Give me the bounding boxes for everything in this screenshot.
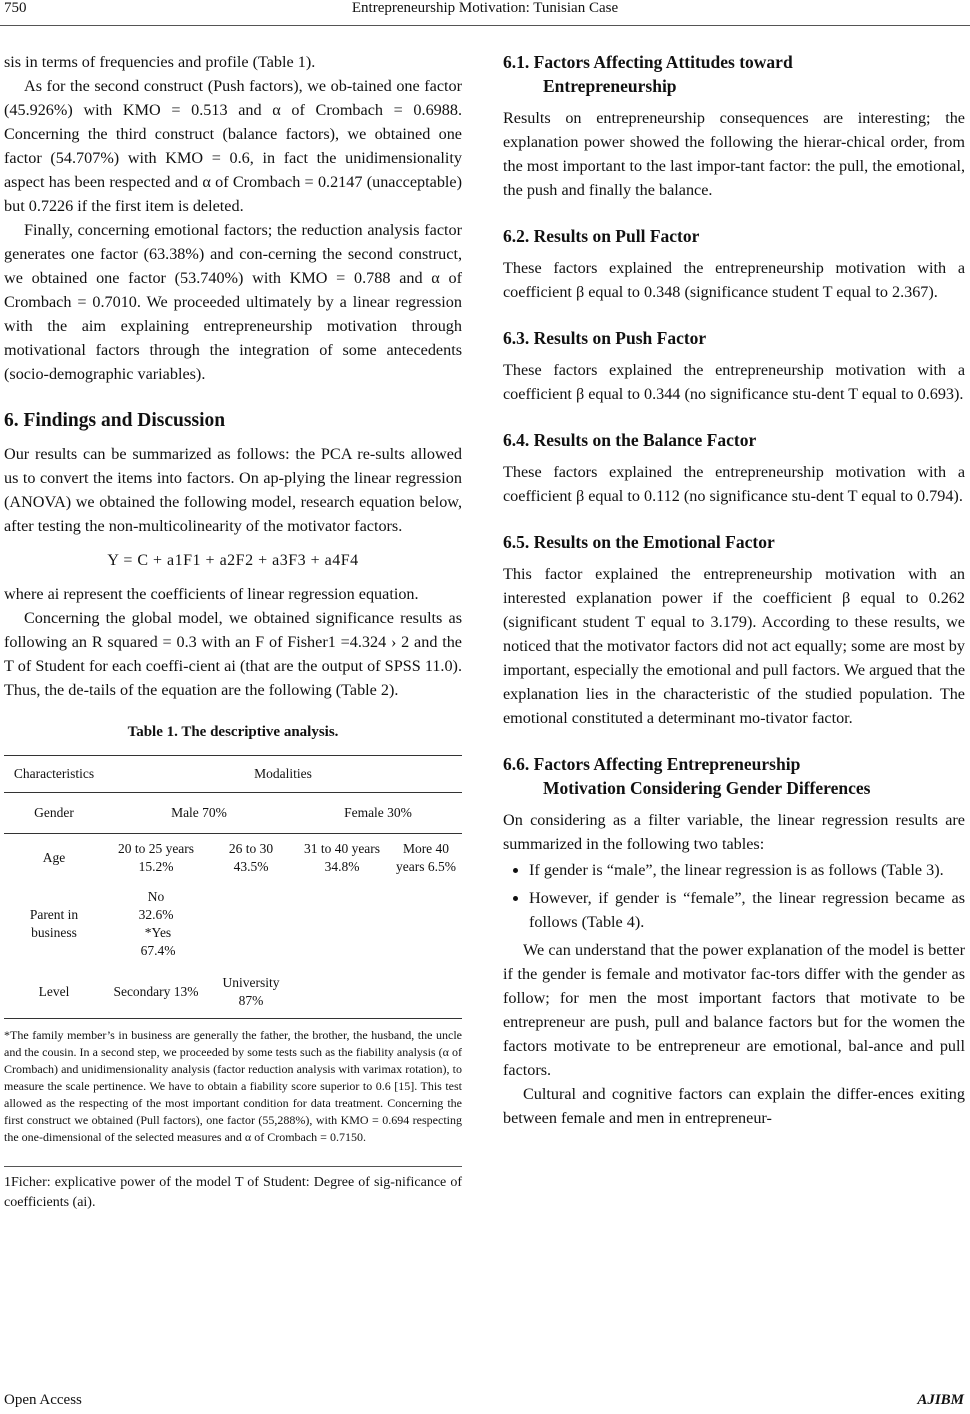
paragraph: Cultural and cognitive factors can explain the differ-ences exiting between female and men in entrepreneur- [503,1085,965,1127]
table-cell: Age [42,850,66,865]
table-row [4,966,462,1019]
regression-equation: Y = C + a1F1 + a2F2 + a3F3 + a4F4 [107,552,359,569]
bullet-list [503,858,965,934]
table-cell [390,966,462,1019]
table-cell: Female 30% [294,793,462,834]
table-caption: Table 1. The descriptive analysis. [127,724,339,740]
footnote: 1Ficher: explicative power of the model T of Student: Degree of sig-nificance of coefficients (ai). [4,1175,462,1210]
table-cell [390,882,462,966]
paragraph: We can understand that the power explanation of the model is better if the gender is female and motivator fac-tors differ with the gender as follow; for men the most important factors that motivate to be entrepreneur are push, pull and balance factors but for the women the factors motivate to be entrepreneur are emotional, bal-ance and pull factors. [503,941,965,1079]
section-heading: 6. Findings and Discussion [4,410,226,431]
section-heading: 6.4. Results on the Balance Factor [503,430,757,450]
table-cell: 26 to 30 43.5% [228,841,274,874]
paragraph: On considering as a filter variable, the linear regression results are summarized in the following two tables: [503,811,965,853]
table-cell: 31 to 40 years 34.8% [303,841,381,874]
page-number: 750 [4,0,27,16]
paragraph: Results on entrepreneurship consequences are interesting; the explanation power showed the following the hierar-chical order, from the most important to the last impor-tant factor: the pull, the emotional, the push and finally the balance. [503,109,965,199]
heading-line: Entrepreneurship [543,76,677,96]
paragraph: This factor explained the entrepreneurship motivation with an interested explanation power if the coefficient β equal to 0.262 (significant student T equal to 3.179). According to these results, we noticed that the motivator factors did not act equally; some are most by important, especially the emotional and pull factors. We argued that the explanation lies in the characteristic of the studied population. The emotional constituted a determinant mo-tivator factor. [503,565,965,727]
table-cell: Level [4,966,104,1019]
table-cell: Gender [4,793,104,834]
paragraph: Finally, concerning emotional factors; the reduction analysis factor generates one factor (63.38%) and con-cerning the second construct, we obtained one factor (53.740%) with KMO = 0.788 and α of Crombach = 0.7010. We proceeded ultimately by a linear regression with the aim explaining entrepreneurship motivation through motivational factors through the integration of some antecedents (socio-demographic variables). [4,221,462,383]
journal-name: AJIBM [917,1392,964,1408]
section-heading [503,752,965,800]
table-cell [294,882,390,966]
no-value: No 32.6% [138,889,174,922]
right-column [503,50,965,1130]
section-heading: 6.3. Results on Push Factor [503,328,707,348]
heading-line: 6.1. Factors Affecting Attitudes toward [503,52,793,72]
descriptive-table [4,755,462,1019]
table-cell: Male 70% [104,793,294,834]
left-column [4,50,462,1213]
table-cell [208,882,294,966]
footnote-rule [4,1166,462,1167]
section-heading [503,50,965,98]
table-cell: Secondary 13% [104,966,208,1019]
table-cell: University 87% [208,966,294,1019]
running-title: Entrepreneurship Motivation: Tunisian Case [351,0,619,16]
table-cell [294,966,390,1019]
section-heading: 6.5. Results on the Emotional Factor [503,532,775,552]
paragraph: As for the second construct (Push factors), we ob-tained one factor (45.926%) with KMO = 0.513 and α of Crombach = 0.6988. Concerning the third construct (balance factors), we obtained one factor (54.707%) with KMO = 0.6, in fact the unidimensionality aspect has been respected and α of Crombach = 0.2147 (unacceptable) but 0.7226 if the first item is deleted. [4,77,462,215]
table-cell: More 40 years 6.5% [396,841,456,874]
paragraph: sis in terms of frequencies and profile (Table 1). [4,53,316,71]
paragraph: These factors explained the entrepreneurship motivation with a coefficient β equal to 0.112 (no significance stu-dent T equal to 0.794). [503,463,965,505]
table-header-row [4,756,462,793]
table-header-cell: Characteristics [4,756,104,793]
list-item: • If gender is “male”, the linear regression is as follows (Table 3). [529,858,965,882]
heading-line: 6.6. Factors Affecting Entrepreneurship [503,754,801,774]
table-header-cell: Modalities [104,756,462,793]
table-note: *The family member’s in business are generally the father, the brother, the husband, the uncle and the cousin. In a second step, we proceeded by some tests such as the fiability analysis (α of Crombach) and unidimensionality analysis (factor reduction analysis with varimax rotation), to measure the scale pertinence. We have to obtain a fiability score superior to 0.6 [15]. This test allowed as the respecting of the most important condition for data treatment. Concerning the first construct we obtained (Pull factors), one factor (55,288%), with KMO = 0.694 respecting the one-dimensional of the selected measures and α of Crombach = 0.7150. [4,1028,462,1144]
list-item: • However, if gender is “female”, the linear regression became as follows (Table 4). [529,886,965,934]
page-header [0,0,970,24]
table-cell [104,882,208,966]
table-row [4,793,462,834]
table-cell: 20 to 25 years 15.2% [117,841,195,874]
open-access-label: Open Access [4,1392,82,1408]
table-cell: Parent in business [29,907,79,940]
paragraph: Concerning the global model, we obtained significance results as following an R squared = 0.3 with an F of Fisher1 =4.324 › 2 and the T of Student for each coeffi-cient ai (that are the output of SPSS 11.0). Thus, the de-tails of the equation are the following (Table 2). [4,609,462,699]
paragraph: where ai represent the coefficients of linear regression equation. [4,585,419,603]
paragraph: These factors explained the entrepreneurship motivation with a coefficient β equal to 0.344 (no significance stu-dent T equal to 0.693). [503,361,965,403]
table-row [4,882,462,966]
section-heading: 6.2. Results on Pull Factor [503,226,700,246]
table-row [4,834,462,883]
header-rule [0,25,970,26]
paragraph: Our results can be summarized as follows: the PCA re-sults allowed us to convert the items into factors. On ap-plying the linear regression (ANOVA) we obtained the following model, research equation below, after testing the non-multicolinearity of the motivator factors. [4,445,462,535]
paragraph: These factors explained the entrepreneurship motivation with a coefficient β equal to 0.348 (significance student T equal to 2.367). [503,259,965,301]
yes-value: *Yes 67.4% [140,925,176,958]
heading-line: Motivation Considering Gender Differences [543,778,871,798]
